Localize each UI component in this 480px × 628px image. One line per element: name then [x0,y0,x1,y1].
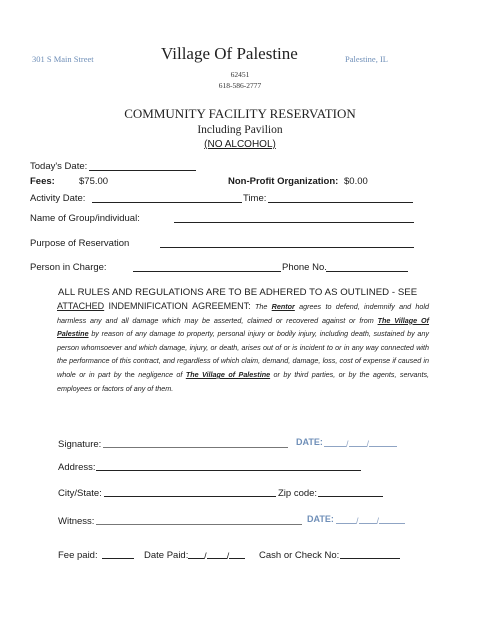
cash-check-label: Cash or Check No: [259,550,340,561]
purpose-field[interactable] [160,247,414,248]
agreement-text-3: by reason of any damage to property, personal injury or bodily injury, including death, sustained by any person whomsoever and which damage, injury, or death, arises out of or is incident to or in any way connected with the performance of this contract, and regardless of which claim, demand, damage, loss, cost of expense if caused in whole or in part by [57,329,429,379]
agreement-text-5: or by third parties, or by the agents, servants, employees or factors of any of them. [57,369,430,393]
witness-date-field[interactable]: / / [336,515,405,526]
phone-no-field[interactable] [326,271,408,272]
no-alcohol-note: (NO ALCOHOL) [204,139,276,150]
activity-date-field[interactable] [92,202,242,203]
signature-label: Signature: [58,439,102,450]
form-title: COMMUNITY FACILITY RESERVATION [124,106,356,121]
time-field[interactable] [268,202,413,203]
cash-check-field[interactable] [340,558,400,559]
phone-no-label: Phone No. [282,262,327,273]
phone-header: 618-586-2777 [218,81,262,90]
village-reference-1: The Village Of Palestine [57,315,429,339]
zip-code-field[interactable] [318,496,383,497]
date-paid-label: Date Paid: [144,550,189,561]
renter-term: Rentor [271,302,295,311]
city-state: Palestine, IL [345,54,388,64]
street-address: 301 S Main Street [32,54,94,64]
signature-field[interactable] [103,447,288,448]
agreement-text-4-prefix: the [124,369,135,379]
witness-date-label: DATE: [307,514,334,524]
village-name: Village Of Palestine [161,44,298,63]
witness-label: Witness: [58,516,95,527]
fees-label: Fees: [30,176,55,187]
zip-code-label: Zip code: [278,488,318,499]
address-field[interactable] [96,470,361,471]
agreement-text-4: negligence of [138,369,183,379]
signature-date-field[interactable]: / / [324,438,397,449]
group-name-label: Name of Group/individual: [30,213,140,224]
time-label: Time: [243,193,267,204]
agreement-text-1: The [254,302,268,311]
zip-code-header: 62451 [230,70,250,79]
village-reference-2: The Village of Palestine [185,369,271,379]
fees-value: $75.00 [79,176,109,187]
date-paid-field[interactable]: / / [188,550,245,562]
form-subtitle: Including Pavilion [197,124,283,136]
indemnification-paragraph [57,300,429,395]
witness-field[interactable] [96,524,302,525]
todays-date-field[interactable] [89,170,196,171]
fee-paid-label: Fee paid: [58,550,98,561]
nonprofit-value: $0.00 [344,176,368,187]
person-in-charge-label: Person in Charge: [30,262,107,273]
rules-notice: ALL RULES AND REGULATIONS ARE TO BE ADHERED TO AS OUTLINED - SEE [58,287,418,298]
fee-paid-field[interactable] [102,558,134,559]
agreement-text-2: agrees to defend, indemnify and hold harmless any and all damage which may be asserted, claimed or recovered against or from [57,302,430,325]
purpose-label: Purpose of Reservation [30,238,130,249]
city-state-label: City/State: [58,488,102,499]
attached-word: ATTACHED [57,301,105,311]
activity-date-label: Activity Date: [30,193,86,204]
city-state-field[interactable] [104,496,276,497]
address-label: Address: [58,462,96,473]
signature-date-label: DATE: [296,437,323,447]
indemnification-heading: INDEMNIFICATION AGREEMENT: [108,301,251,311]
todays-date-label: Today's Date: [30,161,88,172]
group-name-field[interactable] [174,222,414,223]
person-in-charge-field[interactable] [133,271,281,272]
nonprofit-label: Non-Profit Organization: [228,176,339,187]
